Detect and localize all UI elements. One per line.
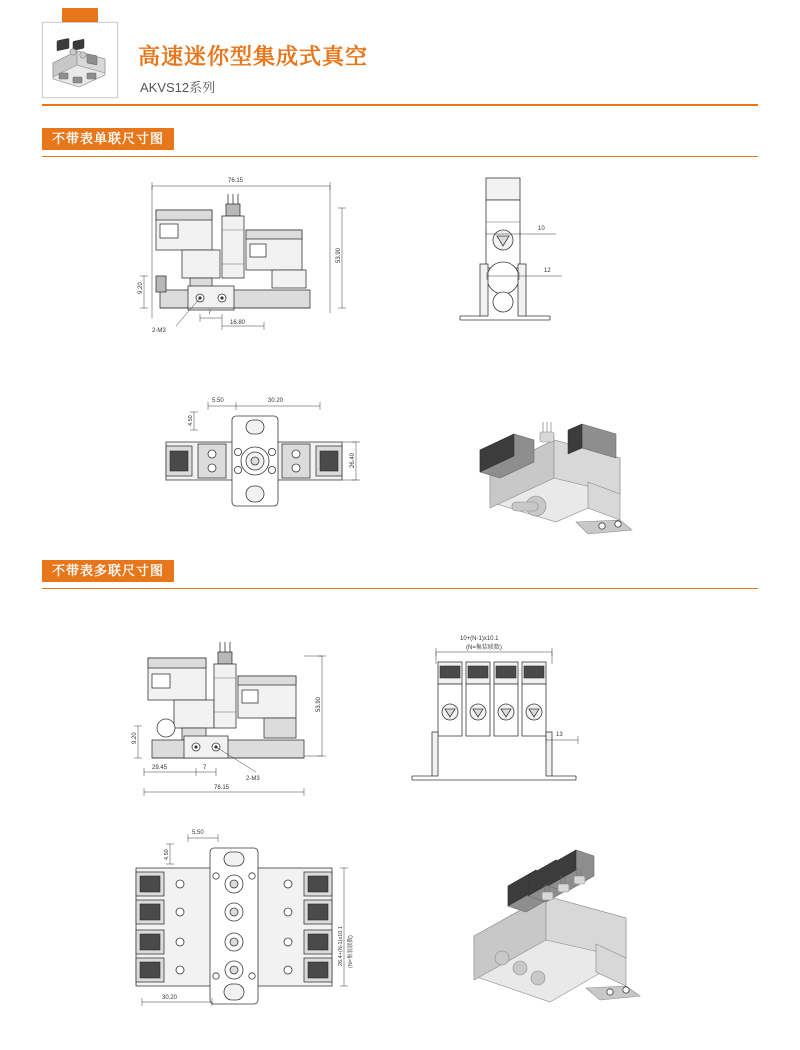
- dim-label: 29.45: [152, 765, 168, 771]
- dim-label: 10: [538, 226, 545, 232]
- figure-single-photo: [470, 410, 660, 545]
- figure-single-side: [430, 168, 630, 373]
- section-divider-single: [42, 156, 758, 157]
- figure-multi-photo: [450, 840, 660, 1025]
- dim-label: 30.20: [162, 995, 178, 1001]
- figure-multi-side: [408, 620, 628, 825]
- dim-label: 5.50: [192, 830, 204, 836]
- thumbnail-illustration: [43, 23, 115, 95]
- header-divider: [42, 104, 758, 106]
- dim-label: 26.40: [350, 452, 356, 468]
- page-title: 高速迷你型集成式真空: [138, 44, 369, 69]
- dim-label: 2-M3: [246, 776, 260, 782]
- document-header: [0, 0, 800, 120]
- section-divider-multi: [42, 588, 758, 589]
- section-header-multi: [42, 560, 758, 590]
- dim-label: 5.50: [212, 398, 224, 404]
- dim-label: 16.80: [230, 320, 246, 326]
- figure-multi-front: [126, 620, 366, 825]
- dim-label: 76.15: [228, 178, 244, 184]
- dim-label: 9.20: [132, 732, 138, 744]
- dim-label: 26.4+(N-1)x10.1: [338, 926, 344, 966]
- section-tag-single: 不带表单联尺寸图: [42, 128, 174, 150]
- figure-single-front: [130, 168, 360, 373]
- dim-label: 4.50: [188, 415, 194, 426]
- section-tag-multi: 不带表多联尺寸图: [42, 560, 174, 582]
- dim-label: (N=集装联数): [348, 935, 354, 968]
- dim-label: 53.90: [336, 247, 342, 263]
- dim-label: 4.50: [164, 849, 170, 860]
- dim-label: 10+(N-1)x10.1: [460, 636, 499, 642]
- dim-label: 7: [208, 310, 212, 316]
- dim-label: 9.20: [138, 282, 144, 294]
- dim-label: 13: [556, 732, 563, 738]
- product-thumbnail: [42, 22, 118, 98]
- figure-single-top: [150, 390, 380, 525]
- figure-multi-top: [126, 820, 366, 1025]
- dim-label: 2-M3: [152, 328, 166, 334]
- dim-label: (N=集装联数): [466, 645, 502, 651]
- dim-label: 12: [544, 268, 551, 274]
- dim-label: 30.20: [268, 398, 284, 404]
- dim-label: 7: [203, 765, 207, 771]
- dim-label: 76.15: [214, 785, 230, 791]
- section-header-single: [42, 128, 758, 158]
- dim-label: 53.90: [316, 696, 322, 712]
- page-subtitle: AKVS12系列: [140, 80, 216, 95]
